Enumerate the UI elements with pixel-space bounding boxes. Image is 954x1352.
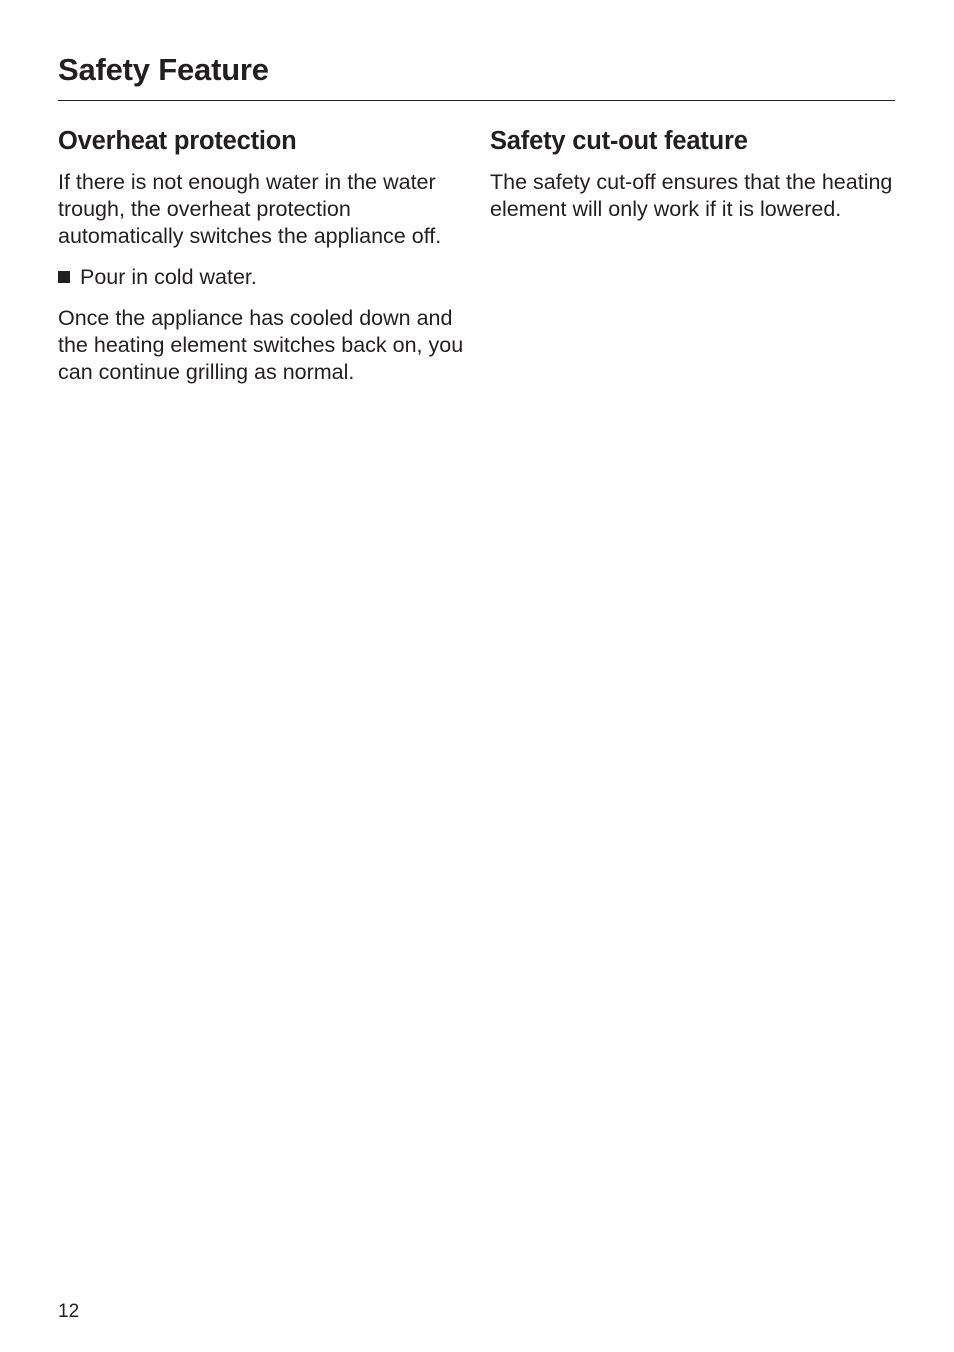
overheat-protection-section: [58, 122, 466, 386]
section-heading-cutout: Safety cut-out feature: [490, 127, 748, 155]
title-divider: [58, 100, 895, 101]
square-bullet-icon: [58, 271, 70, 283]
page-number: 12: [58, 1301, 80, 1322]
safety-cutout-section: [490, 122, 895, 223]
overheat-followup-paragraph: Once the appliance has cooled down and the heating element switches back on, you can continue grilling as normal.: [58, 306, 464, 384]
overheat-intro-paragraph: If there is not enough water in the water trough, the overheat protection automatically switches the appliance off.: [58, 170, 442, 248]
instruction-text: Pour in cold water.: [80, 265, 257, 289]
cutout-paragraph: The safety cut-off ensures that the heating element will only work if it is lowered.: [490, 170, 893, 221]
page-title: Safety Feature: [58, 52, 269, 87]
section-heading-overheat: Overheat protection: [58, 127, 297, 155]
instruction-bullet: [58, 264, 466, 291]
